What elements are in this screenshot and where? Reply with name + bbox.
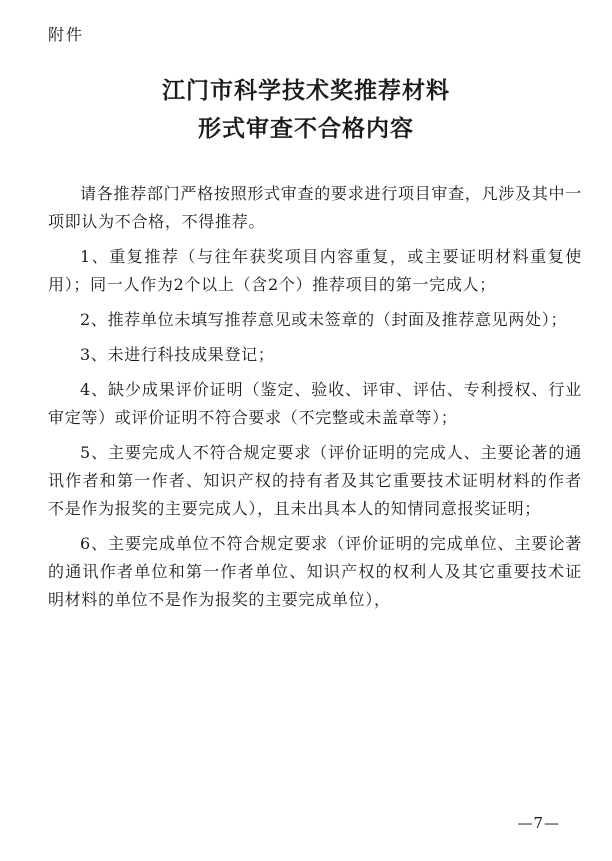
document-body [48, 180, 582, 621]
attachment-label: 附件 [48, 25, 85, 44]
item-4-paragraph: 4、缺少成果评价证明（鉴定、验收、评审、评估、专利授权、行业审定等）或评价证明不符合要求（不完整或未盖章等）； [48, 380, 582, 427]
item-2-paragraph: 2、推荐单位未填写推荐意见或未签章的（封面及推荐意见两处）； [80, 310, 568, 329]
item-6-paragraph: 6、主要完成单位不符合规定要求（评价证明的完成单位、主要论著的通讯作者单位和第一作者单位、知识产权的权利人及其它重要技术证明材料的单位不是作为报奖的主要完成单位）， [48, 534, 582, 609]
item-5-paragraph: 5、主要完成人不符合规定要求（评价证明的完成人、主要论著的通讯作者和第一作者、知识产权的持有者及其它重要技术证明材料的作者不是作为报奖的主要完成人），且未出具本人的知情同意报奖证明； [48, 443, 582, 518]
intro-paragraph: 请各推荐部门严格按照形式审查的要求进行项目审查，凡涉及其中一项即认为不合格，不得推荐。 [48, 184, 582, 231]
page-number: —7— [517, 814, 560, 832]
item-3-paragraph: 3、未进行科技成果登记； [80, 345, 275, 364]
document-title-line-1: 江门市科学技术奖推荐材料 [162, 78, 450, 104]
item-1-paragraph: 1、重复推荐（与往年获奖项目内容重复，或主要证明材料重复使用）；同一人作为2个以上（含2个）推荐项目的第一完成人； [48, 247, 582, 294]
document-title-line-2: 形式审查不合格内容 [198, 116, 414, 142]
